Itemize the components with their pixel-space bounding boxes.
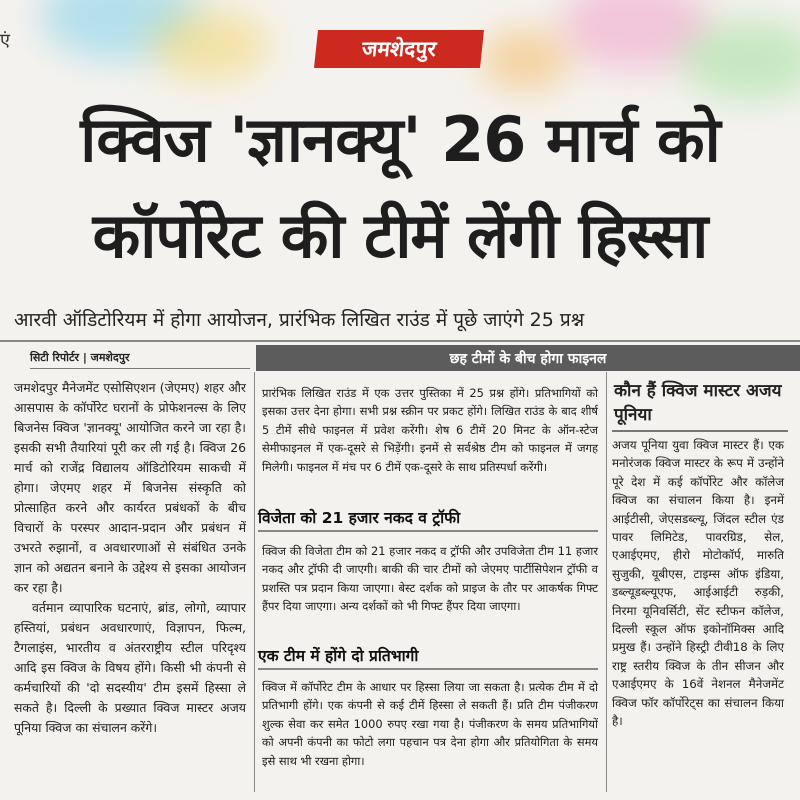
color-splash-decoration <box>680 20 800 100</box>
column-divider <box>606 372 607 792</box>
sidebar-column <box>612 436 784 731</box>
article-column-2-part-1 <box>262 384 598 476</box>
headline-line-2: कॉर्पोरेट की टीमें लेंगी हिस्सा <box>92 199 708 272</box>
article-column-2-part-3 <box>262 678 598 770</box>
sidebar-title: कौन हैं क्विज मास्टर अजय पूनिया <box>614 381 782 425</box>
section-band-title: छह टीमों के बीच होगा फाइनल <box>449 350 607 367</box>
section-tag <box>314 30 484 68</box>
sidebar-paragraph: अजय पूनिया युवा क्विज मास्टर हैं। एक मनोरंजक क्विज मास्टर के रूप में उन्होंने पूरे देश में कई कॉर्पोरेट और कॉलेज क्विज का संचालन किया है। इनमें आईटीसी, जेएसडब्ल्यू, जिंदल स्टील एंड पावर लिमिटेड, पावरग्रिड, सेल, एआईएमए, हीरो मोटोकॉर्प, मारुति सुजुकी, यूबीएस, टाइम्स ऑफ इंडिया, डब्ल्यूडब्ल्यूएफ, आईआईटी रुड़की, निरमा यूनिवर्सिटी, सेंट स्टीफन कॉलेज, दिल्ली स्कूल ऑफ इकोनॉमिक्स आदि प्रमुख हैं। उन्होंने हिस्ट्री टीवी18 के लिए राष्ट्र स्तरीय क्विज के तीन सीजन और एआईएमए के 16वें नेशनल मैनेजमेंट क्विज फॉर कॉर्पोरेट्स का संचालन किया है। <box>612 438 784 729</box>
color-splash-decoration <box>480 30 570 90</box>
article-paragraph: क्विज में कॉर्पोरेट टीम के आधार पर हिस्सा लिया जा सकता है। प्रत्येक टीम में दो प्रतिभागी होंगे। एक कंपनी से कई टीमें हिस्सा ले सकती हैं। प्रति टीम पंजीकरण शुल्क सेवा कर समेत 1000 रुपए रखा गया है। पंजीकरण के समय प्रतिभागियों को अपनी कंपनी का फोटो लगा पहचान पत्र देना होगा और प्रतियोगिता के समय इसे साथ भी रखना होगा। <box>262 680 598 768</box>
article-paragraph: जमशेदपुर मैनेजमेंट एसोसिएशन (जेएमए) शहर और आसपास के कॉर्पोरेट घरानों के प्रोफेशनल्स के लिए बिजनेस क्विज 'ज्ञानक्यू' आयोजित करने जा रहा है। इसकी सभी तैयारियां पूरी कर ली गई है। क्विज 26 मार्च को राजेंद्र विद्यालय ऑडिटोरियम साकची में होगा। जेएमए शहर में बिजनेस संस्कृति को प्रोत्साहित करने और कार्यरत प्रबंधकों के बीच विचारों के परस्पर आदान-प्रदान और प्रबंधन में उभरते रुझानों, व अवधारणाओं से संबंधित उनके ज्ञान को अद्यतन बनाने के उद्देश्य से इसका आयोजन कर रहा है। <box>14 380 246 595</box>
article-column-2-part-2 <box>262 542 598 616</box>
section-tag-label: जमशेदपुर <box>360 37 438 61</box>
column-divider <box>254 372 255 792</box>
sidebar-title-rule <box>612 430 788 432</box>
subheadline: आरवी ऑडिटोरियम में होगा आयोजन, प्रारंभिक लिखित राउंड में पूछे जाएंगे 25 प्रश्न <box>14 309 585 331</box>
corner-text-fragment: एं <box>0 30 10 51</box>
article-paragraph: प्रारंभिक लिखित राउंड में एक उत्तर पुस्तिका में 25 प्रश्न होंगे। प्रतिभागियों को इसका उत्तर देना होगा। सभी प्रश्न स्क्रीन पर प्रकट होंगे। लिखित राउंड के बाद शीर्ष 5 टीमें सीधे फाइनल में प्रवेश करेंगी। शेष 6 टीमें 20 मिनट के ऑन-स्टेज सेमीफाइनल में एक-दूसरे से भिड़ेंगी। इनमें से सर्वश्रेष्ठ टीम को फाइनल में जगह मिलेगी। फाइनल में मंच पर 6 टीमें एक-दूसरे के साथ प्रतिस्पर्धा करेंगी। <box>262 386 598 474</box>
section-band <box>256 345 800 371</box>
sub-heading-team: एक टीम में होंगे दो प्रतिभागी <box>258 644 598 670</box>
color-splash-decoration <box>150 10 270 80</box>
article-paragraph: वर्तमान व्यापारिक घटनाएं, ब्रांड, लोगो, व्यापार हस्तियां, प्रबंधन अवधारणाएं, विज्ञापन, फिल्म, टैगलाइंस, भारतीय व अंतरराष्ट्रीय स्टील परिदृश्य आदि इस क्विज के विषय होंगे। किसी भी कंपनी से कर्मचारियों की 'दो सदस्यीय' टीम इसमें हिस्सा ले सकते है। दिल्ली के प्रख्यात क्विज मास्टर अजय पूनिया क्विज का संचालन करेंगे। <box>14 600 246 735</box>
headline-line-1: क्विज 'ज्ञानक्यू' 26 मार्च को <box>80 103 720 176</box>
article-paragraph: क्विज की विजेता टीम को 21 हजार नकद व ट्रॉफी और उपविजेता टीम 11 हजार नकद और ट्रॉफी दी जाएगी। बाकी की चार टीमों को जेएमए पार्टीसिपेशन ट्रॉफी व प्रशस्ति पत्र प्रदान किया जाएगा। बेस्ट दर्शक को प्राइज के तौर पर आकर्षक गिफ्ट हैंपर दिया जाएगा। अन्य दर्शकों को भी गिफ्ट हैंपर दिया जाएगा। <box>262 544 598 614</box>
divider <box>0 340 800 342</box>
article-column-1 <box>14 378 246 738</box>
sub-heading-winner: विजेता को 21 हजार नकद व ट्रॉफी <box>258 506 598 532</box>
byline: सिटी रिपोर्टर | जमशेदपुर <box>30 350 250 369</box>
